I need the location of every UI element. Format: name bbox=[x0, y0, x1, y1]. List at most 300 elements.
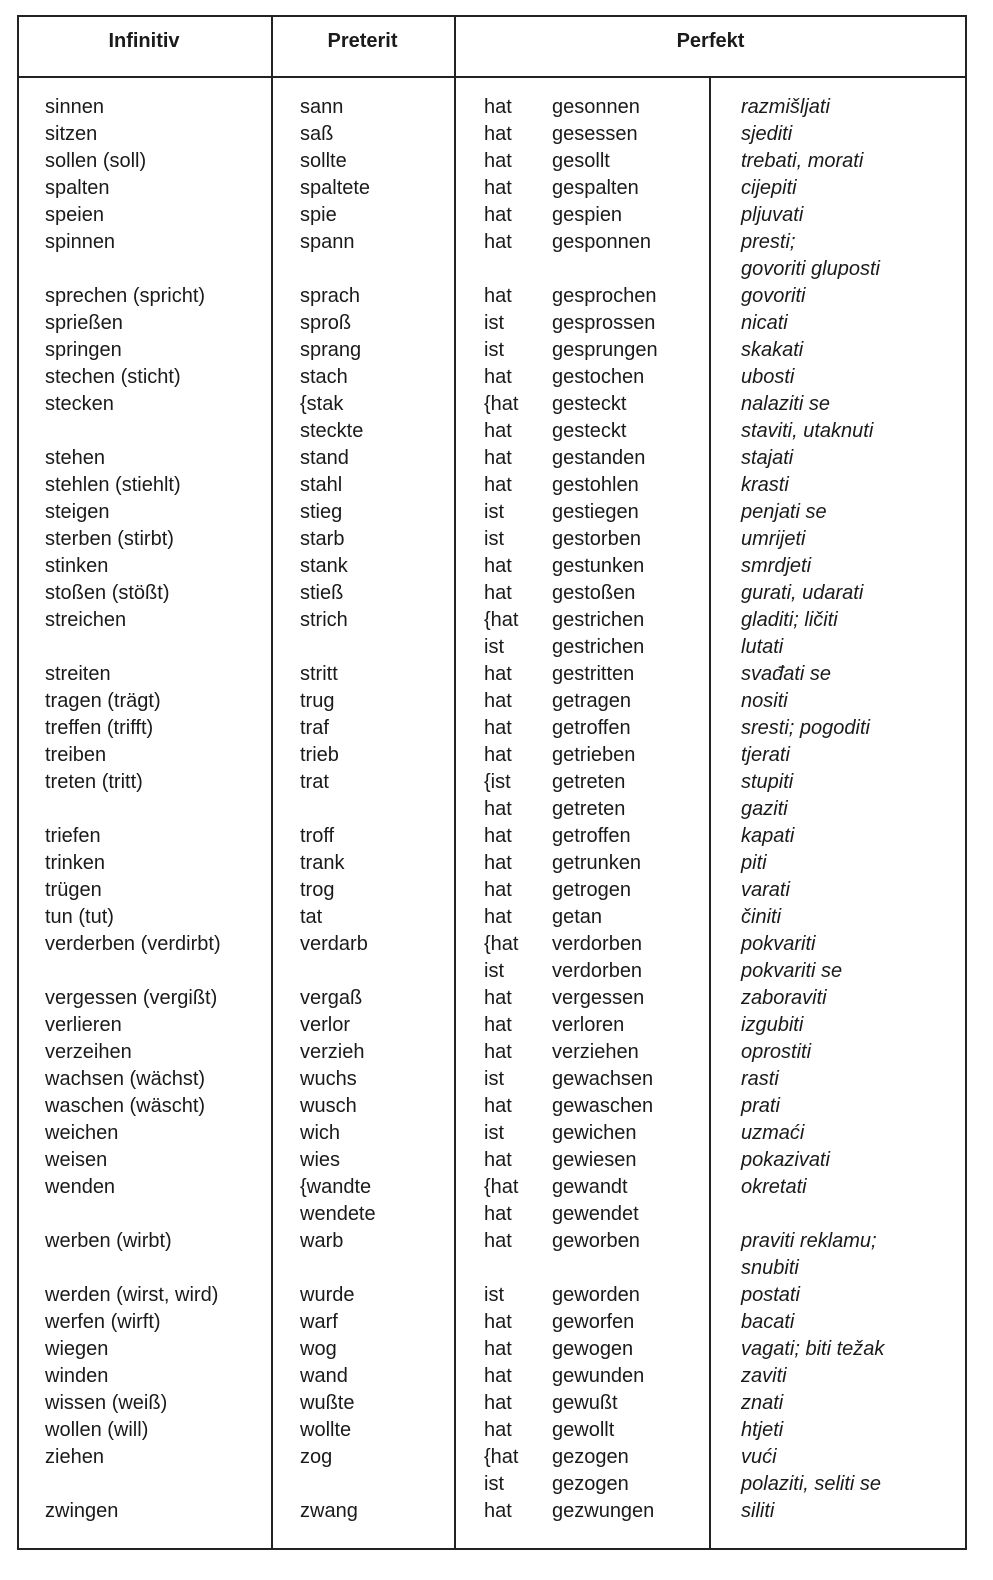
auxiliary-cell: hat bbox=[484, 420, 512, 442]
header-divider bbox=[17, 76, 967, 78]
translation-cell: uzmaći bbox=[741, 1122, 805, 1144]
table-row bbox=[0, 310, 993, 337]
preterit-cell: sann bbox=[300, 96, 344, 118]
participle-cell: gestrichen bbox=[552, 609, 645, 631]
translation-cell: kapati bbox=[741, 825, 795, 847]
preterit-cell: wies bbox=[300, 1149, 341, 1171]
participle-cell: getreten bbox=[552, 771, 626, 793]
participle-cell: gestoßen bbox=[552, 582, 636, 604]
translation-cell: razmišljati bbox=[741, 96, 830, 118]
translation-cell: činiti bbox=[741, 906, 782, 928]
infinitive-cell: treiben bbox=[45, 744, 107, 766]
auxiliary-cell: hat bbox=[484, 663, 512, 685]
infinitive-cell: trinken bbox=[45, 852, 106, 874]
participle-cell: gewunden bbox=[552, 1365, 645, 1387]
infinitive-cell: sollen (soll) bbox=[45, 150, 147, 172]
table-row bbox=[0, 1255, 993, 1282]
participle-cell: gewollt bbox=[552, 1419, 615, 1441]
table-row bbox=[0, 337, 993, 364]
table-row bbox=[0, 472, 993, 499]
translation-cell: znati bbox=[741, 1392, 784, 1414]
preterit-cell: wußte bbox=[300, 1392, 355, 1414]
table-row bbox=[0, 931, 993, 958]
auxiliary-cell: {hat bbox=[484, 1176, 519, 1198]
table-row bbox=[0, 634, 993, 661]
table-row bbox=[0, 904, 993, 931]
participle-cell: gewandt bbox=[552, 1176, 628, 1198]
auxiliary-cell: hat bbox=[484, 1149, 512, 1171]
translation-cell: skakati bbox=[741, 339, 804, 361]
auxiliary-cell: hat bbox=[484, 150, 512, 172]
preterit-cell: warf bbox=[300, 1311, 338, 1333]
table-row bbox=[0, 553, 993, 580]
infinitive-cell: stehen bbox=[45, 447, 106, 469]
infinitive-cell: tun (tut) bbox=[45, 906, 114, 928]
infinitive-cell: werben (wirbt) bbox=[45, 1230, 172, 1252]
preterit-cell: spann bbox=[300, 231, 355, 253]
participle-cell: gestiegen bbox=[552, 501, 639, 523]
auxiliary-cell: hat bbox=[484, 1095, 512, 1117]
auxiliary-cell: hat bbox=[484, 744, 512, 766]
translation-cell: gladiti; ličiti bbox=[741, 609, 838, 631]
auxiliary-cell: hat bbox=[484, 123, 512, 145]
infinitive-cell: zwingen bbox=[45, 1500, 119, 1522]
participle-cell: gespien bbox=[552, 204, 623, 226]
participle-cell: gewachsen bbox=[552, 1068, 654, 1090]
table-row bbox=[0, 175, 993, 202]
table-row bbox=[0, 1228, 993, 1255]
auxiliary-cell: ist bbox=[484, 1473, 504, 1495]
translation-cell: sjediti bbox=[741, 123, 793, 145]
translation-cell: izgubiti bbox=[741, 1014, 804, 1036]
participle-cell: gestritten bbox=[552, 663, 635, 685]
auxiliary-cell: hat bbox=[484, 366, 512, 388]
table-row bbox=[0, 1012, 993, 1039]
participle-cell: gestanden bbox=[552, 447, 646, 469]
infinitive-cell: wollen (will) bbox=[45, 1419, 149, 1441]
preterit-cell: stahl bbox=[300, 474, 343, 496]
preterit-cell: spaltete bbox=[300, 177, 371, 199]
translation-cell: bacati bbox=[741, 1311, 795, 1333]
infinitive-cell: wenden bbox=[45, 1176, 116, 1198]
preterit-cell: stieß bbox=[300, 582, 344, 604]
table-row bbox=[0, 1201, 993, 1228]
participle-cell: gesonnen bbox=[552, 96, 640, 118]
translation-cell: htjeti bbox=[741, 1419, 784, 1441]
preterit-cell: wendete bbox=[300, 1203, 376, 1225]
translation-cell: rasti bbox=[741, 1068, 779, 1090]
preterit-cell: sollte bbox=[300, 150, 347, 172]
participle-cell: verziehen bbox=[552, 1041, 639, 1063]
translation-cell: umrijeti bbox=[741, 528, 806, 550]
infinitive-cell: sitzen bbox=[45, 123, 98, 145]
participle-cell: gesessen bbox=[552, 123, 638, 145]
auxiliary-cell: ist bbox=[484, 1068, 504, 1090]
table-row bbox=[0, 1174, 993, 1201]
participle-cell: geworfen bbox=[552, 1311, 635, 1333]
auxiliary-cell: ist bbox=[484, 528, 504, 550]
table-row bbox=[0, 661, 993, 688]
participle-cell: gestochen bbox=[552, 366, 645, 388]
participle-cell: gestrichen bbox=[552, 636, 645, 658]
table-row bbox=[0, 256, 993, 283]
participle-cell: gezwungen bbox=[552, 1500, 655, 1522]
infinitive-cell: werden (wirst, wird) bbox=[45, 1284, 219, 1306]
participle-cell: gestohlen bbox=[552, 474, 639, 496]
infinitive-cell: wachsen (wächst) bbox=[45, 1068, 206, 1090]
infinitive-cell: waschen (wäscht) bbox=[45, 1095, 206, 1117]
table-row bbox=[0, 391, 993, 418]
translation-cell: smrdjeti bbox=[741, 555, 812, 577]
preterit-cell: zwang bbox=[300, 1500, 358, 1522]
participle-cell: getrieben bbox=[552, 744, 636, 766]
translation-cell: cijepiti bbox=[741, 177, 797, 199]
translation-cell: presti; bbox=[741, 231, 796, 253]
participle-cell: verdorben bbox=[552, 933, 643, 955]
participle-cell: gewiesen bbox=[552, 1149, 637, 1171]
translation-cell: varati bbox=[741, 879, 790, 901]
preterit-cell: vergaß bbox=[300, 987, 363, 1009]
table-row bbox=[0, 364, 993, 391]
header-perfekt: Perfekt bbox=[676, 30, 745, 52]
infinitive-cell: tragen (trägt) bbox=[45, 690, 161, 712]
translation-cell: prati bbox=[741, 1095, 780, 1117]
infinitive-cell: ziehen bbox=[45, 1446, 104, 1468]
participle-cell: verloren bbox=[552, 1014, 625, 1036]
translation-cell: okretati bbox=[741, 1176, 807, 1198]
auxiliary-cell: hat bbox=[484, 177, 512, 199]
table-row bbox=[0, 580, 993, 607]
infinitive-cell: stinken bbox=[45, 555, 109, 577]
table-row bbox=[0, 850, 993, 877]
table-row bbox=[0, 148, 993, 175]
infinitive-cell: stecken bbox=[45, 393, 114, 415]
auxiliary-cell: hat bbox=[484, 1500, 512, 1522]
auxiliary-cell: hat bbox=[484, 474, 512, 496]
translation-cell: gaziti bbox=[741, 798, 788, 820]
participle-cell: gesprungen bbox=[552, 339, 658, 361]
infinitive-cell: sinnen bbox=[45, 96, 104, 118]
header-infinitiv: Infinitiv bbox=[108, 30, 180, 52]
auxiliary-cell: {ist bbox=[484, 771, 511, 793]
translation-cell: govoriti gluposti bbox=[741, 258, 880, 280]
preterit-cell: trank bbox=[300, 852, 345, 874]
participle-cell: gesponnen bbox=[552, 231, 651, 253]
auxiliary-cell: ist bbox=[484, 501, 504, 523]
auxiliary-cell: hat bbox=[484, 1014, 512, 1036]
translation-cell: nicati bbox=[741, 312, 788, 334]
infinitive-cell: verzeihen bbox=[45, 1041, 132, 1063]
preterit-cell: verlor bbox=[300, 1014, 351, 1036]
infinitive-cell: vergessen (vergißt) bbox=[45, 987, 218, 1009]
translation-cell: pokvariti bbox=[741, 933, 816, 955]
auxiliary-cell: {hat bbox=[484, 609, 519, 631]
participle-cell: getreten bbox=[552, 798, 626, 820]
participle-cell: gewaschen bbox=[552, 1095, 654, 1117]
table-row bbox=[0, 283, 993, 310]
auxiliary-cell: hat bbox=[484, 852, 512, 874]
preterit-cell: wollte bbox=[300, 1419, 352, 1441]
preterit-cell: stank bbox=[300, 555, 348, 577]
translation-cell: pokazivati bbox=[741, 1149, 830, 1171]
table-row bbox=[0, 229, 993, 256]
auxiliary-cell: hat bbox=[484, 1203, 512, 1225]
participle-cell: gesollt bbox=[552, 150, 610, 172]
preterit-cell: sprach bbox=[300, 285, 361, 307]
auxiliary-cell: hat bbox=[484, 1230, 512, 1252]
translation-cell: stajati bbox=[741, 447, 794, 469]
translation-cell: krasti bbox=[741, 474, 789, 496]
infinitive-cell: stehlen (stiehlt) bbox=[45, 474, 181, 496]
translation-cell: postati bbox=[741, 1284, 800, 1306]
translation-cell: vagati; biti težak bbox=[741, 1338, 885, 1360]
table-row bbox=[0, 1309, 993, 1336]
infinitive-cell: werfen (wirft) bbox=[45, 1311, 161, 1333]
auxiliary-cell: hat bbox=[484, 717, 512, 739]
infinitive-cell: spinnen bbox=[45, 231, 116, 253]
preterit-cell: wusch bbox=[300, 1095, 357, 1117]
preterit-cell: strich bbox=[300, 609, 348, 631]
table-row bbox=[0, 1471, 993, 1498]
preterit-cell: trat bbox=[300, 771, 329, 793]
auxiliary-cell: hat bbox=[484, 1419, 512, 1441]
preterit-cell: troff bbox=[300, 825, 335, 847]
preterit-cell: trug bbox=[300, 690, 335, 712]
preterit-cell: steckte bbox=[300, 420, 364, 442]
participle-cell: getroffen bbox=[552, 717, 631, 739]
infinitive-cell: verderben (verdirbt) bbox=[45, 933, 221, 955]
participle-cell: gestorben bbox=[552, 528, 641, 550]
table-row bbox=[0, 607, 993, 634]
auxiliary-cell: ist bbox=[484, 1284, 504, 1306]
auxiliary-cell: hat bbox=[484, 96, 512, 118]
header-preterit: Preterit bbox=[327, 30, 398, 52]
participle-cell: gezogen bbox=[552, 1473, 629, 1495]
table-row bbox=[0, 985, 993, 1012]
table-row bbox=[0, 769, 993, 796]
table-row bbox=[0, 1363, 993, 1390]
infinitive-cell: streiten bbox=[45, 663, 111, 685]
participle-cell: geworben bbox=[552, 1230, 640, 1252]
participle-cell: getragen bbox=[552, 690, 631, 712]
table-row bbox=[0, 1093, 993, 1120]
auxiliary-cell: hat bbox=[484, 285, 512, 307]
table-row bbox=[0, 202, 993, 229]
table-row bbox=[0, 1336, 993, 1363]
preterit-cell: spie bbox=[300, 204, 337, 226]
translation-cell: polaziti, seliti se bbox=[741, 1473, 882, 1495]
auxiliary-cell: hat bbox=[484, 1365, 512, 1387]
infinitive-cell: stechen (sticht) bbox=[45, 366, 181, 388]
infinitive-cell: weisen bbox=[45, 1149, 108, 1171]
auxiliary-cell: hat bbox=[484, 690, 512, 712]
infinitive-cell: speien bbox=[45, 204, 104, 226]
preterit-cell: verdarb bbox=[300, 933, 368, 955]
translation-cell: govoriti bbox=[741, 285, 806, 307]
preterit-cell: stand bbox=[300, 447, 349, 469]
auxiliary-cell: hat bbox=[484, 231, 512, 253]
preterit-cell: trieb bbox=[300, 744, 339, 766]
table-row bbox=[0, 1498, 993, 1525]
infinitive-cell: winden bbox=[45, 1365, 109, 1387]
auxiliary-cell: hat bbox=[484, 1392, 512, 1414]
participle-cell: gespalten bbox=[552, 177, 639, 199]
table-row bbox=[0, 1282, 993, 1309]
infinitive-cell: triefen bbox=[45, 825, 101, 847]
preterit-cell: stieg bbox=[300, 501, 343, 523]
participle-cell: gewußt bbox=[552, 1392, 618, 1414]
translation-cell: pljuvati bbox=[741, 204, 804, 226]
participle-cell: getrunken bbox=[552, 852, 641, 874]
translation-cell: zaboraviti bbox=[741, 987, 827, 1009]
preterit-cell: wand bbox=[300, 1365, 348, 1387]
translation-cell: ubosti bbox=[741, 366, 795, 388]
preterit-cell: trog bbox=[300, 879, 335, 901]
participle-cell: gestunken bbox=[552, 555, 645, 577]
preterit-cell: {stak bbox=[300, 393, 344, 415]
table-row bbox=[0, 418, 993, 445]
table-row bbox=[0, 796, 993, 823]
preterit-cell: warb bbox=[300, 1230, 344, 1252]
auxiliary-cell: hat bbox=[484, 447, 512, 469]
translation-cell: tjerati bbox=[741, 744, 790, 766]
participle-cell: getan bbox=[552, 906, 603, 928]
auxiliary-cell: {hat bbox=[484, 1446, 519, 1468]
infinitive-cell: sprießen bbox=[45, 312, 123, 334]
participle-cell: gesprossen bbox=[552, 312, 656, 334]
table-row bbox=[0, 1039, 993, 1066]
table-row bbox=[0, 1444, 993, 1471]
table-row bbox=[0, 688, 993, 715]
auxiliary-cell: ist bbox=[484, 312, 504, 334]
translation-cell: stupiti bbox=[741, 771, 794, 793]
translation-cell: lutati bbox=[741, 636, 784, 658]
infinitive-cell: sterben (stirbt) bbox=[45, 528, 174, 550]
auxiliary-cell: hat bbox=[484, 987, 512, 1009]
preterit-cell: stach bbox=[300, 366, 348, 388]
auxiliary-cell: {hat bbox=[484, 393, 519, 415]
preterit-cell: sprang bbox=[300, 339, 362, 361]
preterit-cell: wurde bbox=[300, 1284, 355, 1306]
infinitive-cell: steigen bbox=[45, 501, 110, 523]
table-row bbox=[0, 526, 993, 553]
participle-cell: gewendet bbox=[552, 1203, 639, 1225]
participle-cell: geworden bbox=[552, 1284, 640, 1306]
auxiliary-cell: hat bbox=[484, 825, 512, 847]
translation-cell: praviti reklamu; bbox=[741, 1230, 877, 1252]
table-row bbox=[0, 1390, 993, 1417]
table-row bbox=[0, 1066, 993, 1093]
auxiliary-cell: ist bbox=[484, 1122, 504, 1144]
infinitive-cell: wissen (weiß) bbox=[45, 1392, 168, 1414]
table-row bbox=[0, 1147, 993, 1174]
preterit-cell: wuchs bbox=[300, 1068, 357, 1090]
preterit-cell: stritt bbox=[300, 663, 338, 685]
auxiliary-cell: hat bbox=[484, 555, 512, 577]
infinitive-cell: treffen (trifft) bbox=[45, 717, 154, 739]
translation-cell: vući bbox=[741, 1446, 777, 1468]
preterit-cell: saß bbox=[300, 123, 334, 145]
participle-cell: gesteckt bbox=[552, 420, 627, 442]
infinitive-cell: weichen bbox=[45, 1122, 119, 1144]
participle-cell: vergessen bbox=[552, 987, 645, 1009]
infinitive-cell: wiegen bbox=[45, 1338, 109, 1360]
translation-cell: penjati se bbox=[741, 501, 827, 523]
participle-cell: getrogen bbox=[552, 879, 631, 901]
auxiliary-cell: hat bbox=[484, 879, 512, 901]
infinitive-cell: springen bbox=[45, 339, 122, 361]
participle-cell: gesteckt bbox=[552, 393, 627, 415]
participle-cell: getroffen bbox=[552, 825, 631, 847]
preterit-cell: {wandte bbox=[300, 1176, 372, 1198]
translation-cell: staviti, utaknuti bbox=[741, 420, 874, 442]
auxiliary-cell: hat bbox=[484, 204, 512, 226]
infinitive-cell: stoßen (stößt) bbox=[45, 582, 170, 604]
auxiliary-cell: ist bbox=[484, 339, 504, 361]
auxiliary-cell: hat bbox=[484, 906, 512, 928]
table-row bbox=[0, 1120, 993, 1147]
translation-cell: nalaziti se bbox=[741, 393, 830, 415]
table-row bbox=[0, 742, 993, 769]
auxiliary-cell: ist bbox=[484, 960, 504, 982]
translation-cell: gurati, udarati bbox=[741, 582, 864, 604]
preterit-cell: starb bbox=[300, 528, 345, 550]
translation-cell: nositi bbox=[741, 690, 788, 712]
preterit-cell: tat bbox=[300, 906, 323, 928]
participle-cell: gezogen bbox=[552, 1446, 629, 1468]
preterit-cell: sproß bbox=[300, 312, 352, 334]
translation-cell: sresti; pogoditi bbox=[741, 717, 870, 739]
translation-cell: trebati, morati bbox=[741, 150, 864, 172]
participle-cell: gewogen bbox=[552, 1338, 634, 1360]
preterit-cell: zog bbox=[300, 1446, 333, 1468]
auxiliary-cell: ist bbox=[484, 636, 504, 658]
participle-cell: gesprochen bbox=[552, 285, 657, 307]
translation-cell: snubiti bbox=[741, 1257, 799, 1279]
table-row bbox=[0, 823, 993, 850]
translation-cell: pokvariti se bbox=[741, 960, 843, 982]
infinitive-cell: trügen bbox=[45, 879, 102, 901]
infinitive-cell: sprechen (spricht) bbox=[45, 285, 206, 307]
translation-cell: zaviti bbox=[741, 1365, 787, 1387]
translation-cell: siliti bbox=[741, 1500, 775, 1522]
auxiliary-cell: hat bbox=[484, 582, 512, 604]
table-row bbox=[0, 1417, 993, 1444]
auxiliary-cell: hat bbox=[484, 1338, 512, 1360]
translation-cell: oprostiti bbox=[741, 1041, 812, 1063]
table-row bbox=[0, 121, 993, 148]
auxiliary-cell: hat bbox=[484, 1041, 512, 1063]
auxiliary-cell: hat bbox=[484, 798, 512, 820]
infinitive-cell: streichen bbox=[45, 609, 127, 631]
table-row bbox=[0, 499, 993, 526]
participle-cell: verdorben bbox=[552, 960, 643, 982]
preterit-cell: verzieh bbox=[300, 1041, 365, 1063]
translation-cell: piti bbox=[741, 852, 767, 874]
table-row bbox=[0, 94, 993, 121]
auxiliary-cell: {hat bbox=[484, 933, 519, 955]
table-row bbox=[0, 715, 993, 742]
table-row bbox=[0, 445, 993, 472]
preterit-cell: wog bbox=[300, 1338, 337, 1360]
auxiliary-cell: hat bbox=[484, 1311, 512, 1333]
preterit-cell: traf bbox=[300, 717, 329, 739]
table-row bbox=[0, 958, 993, 985]
infinitive-cell: spalten bbox=[45, 177, 110, 199]
preterit-cell: wich bbox=[300, 1122, 341, 1144]
infinitive-cell: treten (tritt) bbox=[45, 771, 143, 793]
participle-cell: gewichen bbox=[552, 1122, 637, 1144]
